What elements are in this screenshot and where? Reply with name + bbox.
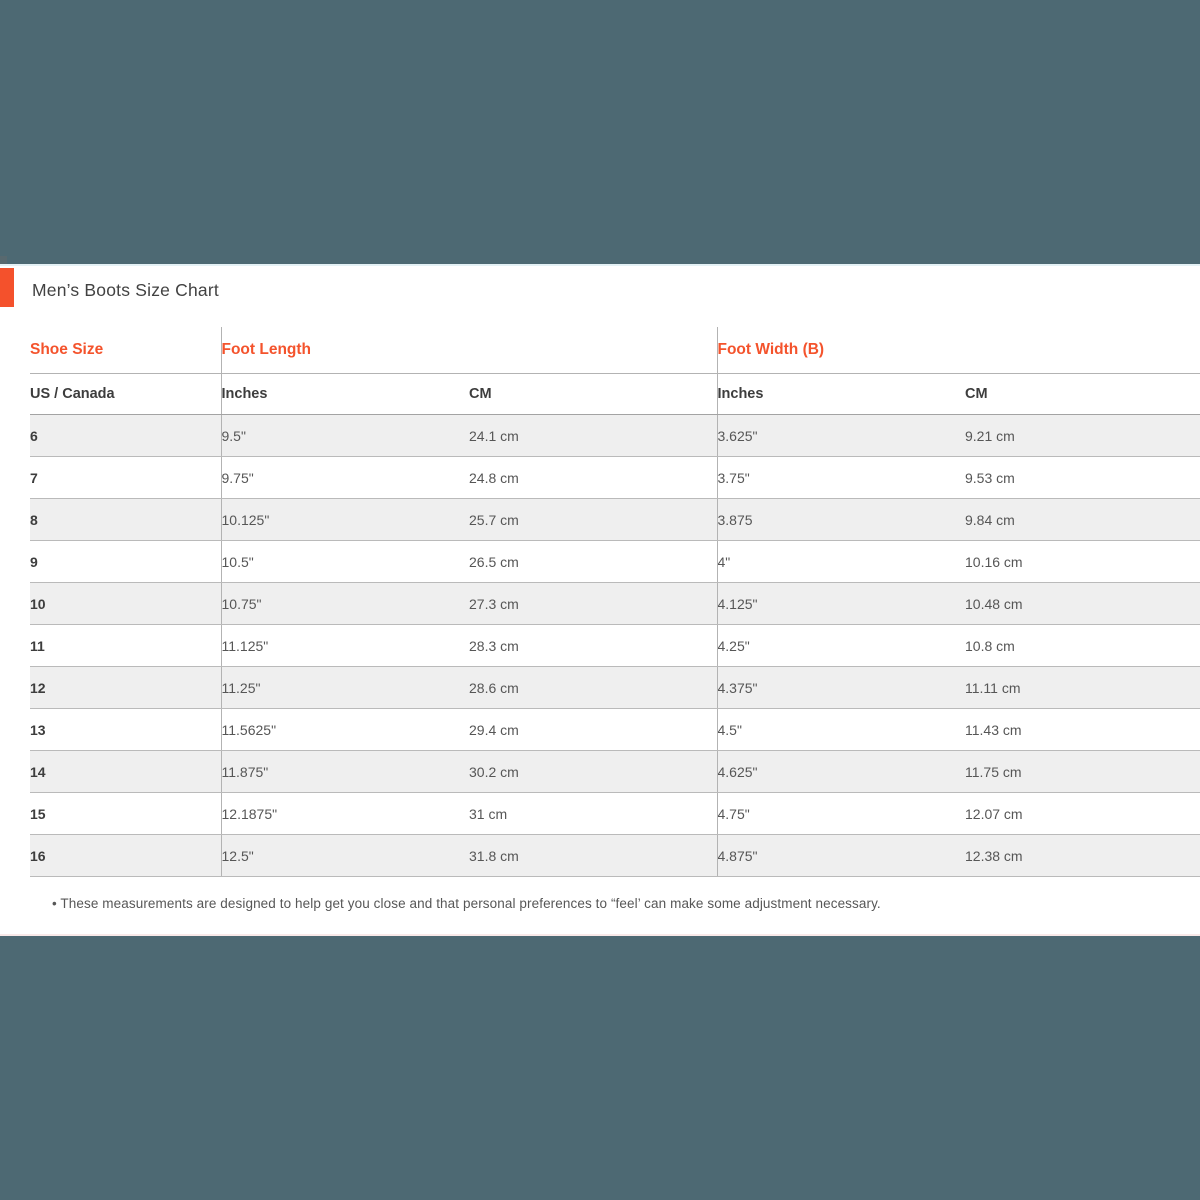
table-cell: 11.125" — [221, 625, 469, 667]
group-header-foot-width-b: Foot Width (B) — [717, 327, 1200, 374]
content-panel — [0, 264, 1200, 936]
table-row — [30, 499, 1200, 541]
table-cell: 9.5" — [221, 415, 469, 457]
table-row — [30, 751, 1200, 793]
table-cell: 3.875 — [717, 499, 965, 541]
group-header-foot-length: Foot Length — [221, 327, 717, 374]
table-cell: 24.1 cm — [469, 415, 717, 457]
table-cell: 4.875" — [717, 835, 965, 877]
sub-header: CM — [469, 374, 717, 415]
accent-bar — [0, 268, 14, 307]
table-row — [30, 667, 1200, 709]
footnote: • These measurements are designed to help get you close and that personal preferences to “feel’ can make some adjustment necessary. — [52, 896, 881, 911]
table-cell: 28.3 cm — [469, 625, 717, 667]
table-cell: 13 — [30, 709, 221, 751]
table-cell: 29.4 cm — [469, 709, 717, 751]
table-cell: 11.11 cm — [965, 667, 1200, 709]
table-cell: 9.75" — [221, 457, 469, 499]
table-body — [30, 415, 1200, 877]
table-row — [30, 625, 1200, 667]
sub-header: Inches — [221, 374, 469, 415]
table-cell: 10.16 cm — [965, 541, 1200, 583]
table-cell: 10.8 cm — [965, 625, 1200, 667]
table-cell: 6 — [30, 415, 221, 457]
table-row — [30, 457, 1200, 499]
sub-header: US / Canada — [30, 374, 221, 415]
size-chart-table — [30, 327, 1200, 877]
table-cell: 7 — [30, 457, 221, 499]
table-cell: 30.2 cm — [469, 751, 717, 793]
table-cell: 11 — [30, 625, 221, 667]
table-row — [30, 709, 1200, 751]
table-cell: 11.43 cm — [965, 709, 1200, 751]
table-cell: 12.5" — [221, 835, 469, 877]
table-row — [30, 835, 1200, 877]
table-row — [30, 793, 1200, 835]
table-cell: 4.125" — [717, 583, 965, 625]
table-cell: 11.25" — [221, 667, 469, 709]
table-cell: 10.125" — [221, 499, 469, 541]
table-cell: 24.8 cm — [469, 457, 717, 499]
table-cell: 9 — [30, 541, 221, 583]
size-chart-table-wrap — [30, 327, 1200, 877]
table-cell: 10.48 cm — [965, 583, 1200, 625]
table-cell: 11.75 cm — [965, 751, 1200, 793]
table-cell: 12 — [30, 667, 221, 709]
page-title: Men’s Boots Size Chart — [32, 280, 219, 300]
table-cell: 11.5625" — [221, 709, 469, 751]
table-cell: 3.75" — [717, 457, 965, 499]
table-cell: 4.25" — [717, 625, 965, 667]
table-row — [30, 541, 1200, 583]
table-cell: 9.84 cm — [965, 499, 1200, 541]
table-cell: 10.5" — [221, 541, 469, 583]
table-cell: 4.75" — [717, 793, 965, 835]
table-row — [30, 415, 1200, 457]
table-cell: 3.625" — [717, 415, 965, 457]
table-cell: 15 — [30, 793, 221, 835]
table-row — [30, 583, 1200, 625]
table-cell: 10.75" — [221, 583, 469, 625]
table-header — [30, 327, 1200, 415]
table-cell: 9.21 cm — [965, 415, 1200, 457]
table-group-header-row — [30, 327, 1200, 374]
table-cell: 4.375" — [717, 667, 965, 709]
group-header-shoe-size: Shoe Size — [30, 327, 221, 374]
table-cell: 12.07 cm — [965, 793, 1200, 835]
table-cell: 9.53 cm — [965, 457, 1200, 499]
table-cell: 4" — [717, 541, 965, 583]
sub-header: Inches — [717, 374, 965, 415]
table-cell: 31.8 cm — [469, 835, 717, 877]
sub-header: CM — [965, 374, 1200, 415]
table-cell: 28.6 cm — [469, 667, 717, 709]
table-cell: 27.3 cm — [469, 583, 717, 625]
table-sub-header-row — [30, 374, 1200, 415]
table-cell: 4.625" — [717, 751, 965, 793]
table-cell: 12.1875" — [221, 793, 469, 835]
table-cell: 8 — [30, 499, 221, 541]
table-cell: 10 — [30, 583, 221, 625]
table-cell: 12.38 cm — [965, 835, 1200, 877]
table-cell: 31 cm — [469, 793, 717, 835]
table-cell: 26.5 cm — [469, 541, 717, 583]
table-cell: 11.875" — [221, 751, 469, 793]
table-cell: 14 — [30, 751, 221, 793]
table-cell: 25.7 cm — [469, 499, 717, 541]
table-cell: 16 — [30, 835, 221, 877]
table-cell: 4.5" — [717, 709, 965, 751]
